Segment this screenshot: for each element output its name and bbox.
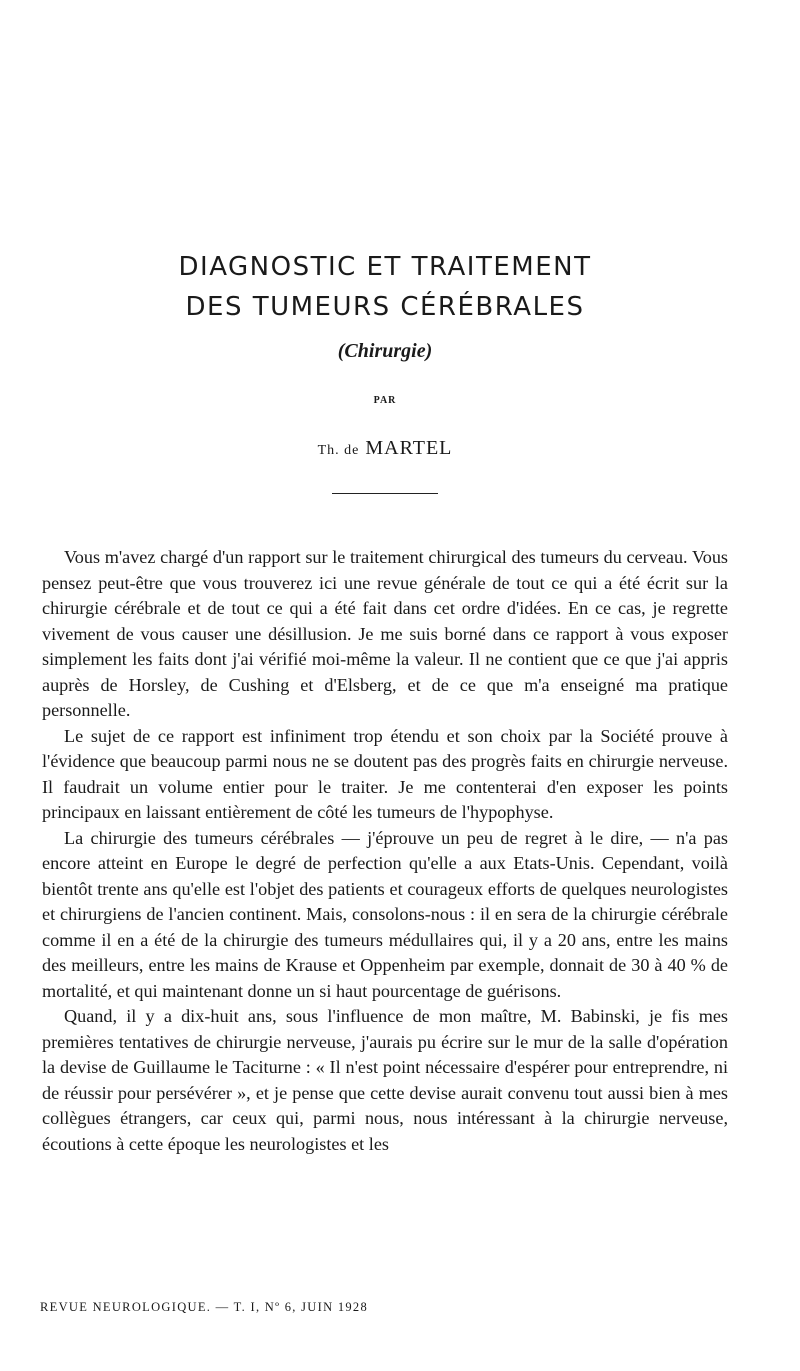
journal-footer: REVUE NEUROLOGIQUE. — T. I, Nº 6, JUIN 1928 <box>40 1300 369 1314</box>
separator-rule <box>332 493 438 494</box>
paragraph-2: Le sujet de ce rapport est infiniment trop étendu et son choix par la Société prouve à l'évidence que beaucoup parmi nous ne se doutent pas des progrès faits en chirurgie nerveuse. Il faudrait un volume entier pour le traiter. Je me contenterai d'en exposer les points principaux en laissant entièrement de côté les tumeurs de l'hypophyse. <box>42 725 728 822</box>
article-subtitle: (Chirurgie) <box>337 340 433 362</box>
byline-par: PAR <box>373 395 397 406</box>
author <box>0 437 770 460</box>
author-name: MARTEL <box>365 437 453 459</box>
article-title-line-1: DIAGNOSTIC ET TRAITEMENT <box>178 252 592 282</box>
paragraph-3: La chirurgie des tumeurs cérébrales — j'éprouve un peu de regret à le dire, — n'a pas encore atteint en Europe le degré de perfection qu'elle a aux Etats-Unis. Cependant, voilà bientôt trente ans qu'elle est l'objet des patients et courageux efforts de quelques neurologistes et chirurgiens de l'ancien continent. Mais, consolons-nous : il en sera de la chirurgie cérébrale comme il en a été de la chirurgie des tumeurs médullaires qui, il y a 20 ans, entre les mains des meilleurs, entre les mains de Krause et Oppenheim par exemple, donnait de 30 à 40 % de mortalité, et qui maintenant donne un si haut pourcentage de guérisons. <box>42 827 728 1001</box>
paragraph-1: Vous m'avez chargé d'un rapport sur le traitement chirurgical des tumeurs du cerveau. Vous pensez peut-être que vous trouverez ici une revue générale de tout ce qui a été écrit sur la chirurgie cérébrale et de tout ce qui a été fait dans cet ordre d'idées. En ce cas, je regrette vivement de vous causer une désillusion. Je me suis borné dans ce rapport à vous exposer simplement les faits dont j'ai vérifié moi-même la valeur. Il ne contient que ce que j'ai appris auprès de Horsley, de Cushing et d'Elsberg, et de ce que m'a enseigné ma pratique personnelle. <box>42 547 728 720</box>
article-body <box>42 545 728 1157</box>
author-prefix: Th. de <box>317 443 360 458</box>
article-title-line-2: DES TUMEURS CÉRÉBRALES <box>185 292 585 322</box>
paragraph-4: Quand, il y a dix-huit ans, sous l'influence de mon maître, M. Babinski, je fis mes premières tentatives de chirurgie nerveuse, j'aurais pu écrire sur le mur de la salle d'opération la devise de Guillaume le Taciturne : « Il n'est point nécessaire d'espérer pour entreprendre, ni de réussir pour persévérer », et je pense que cette devise aurait convenu tout aussi bien à mes collègues étrangers, car ceux qui, parmi nous, nous intéressant à la chirurgie nerveuse, écoutions à cette époque les neurologistes et les <box>42 1006 728 1154</box>
